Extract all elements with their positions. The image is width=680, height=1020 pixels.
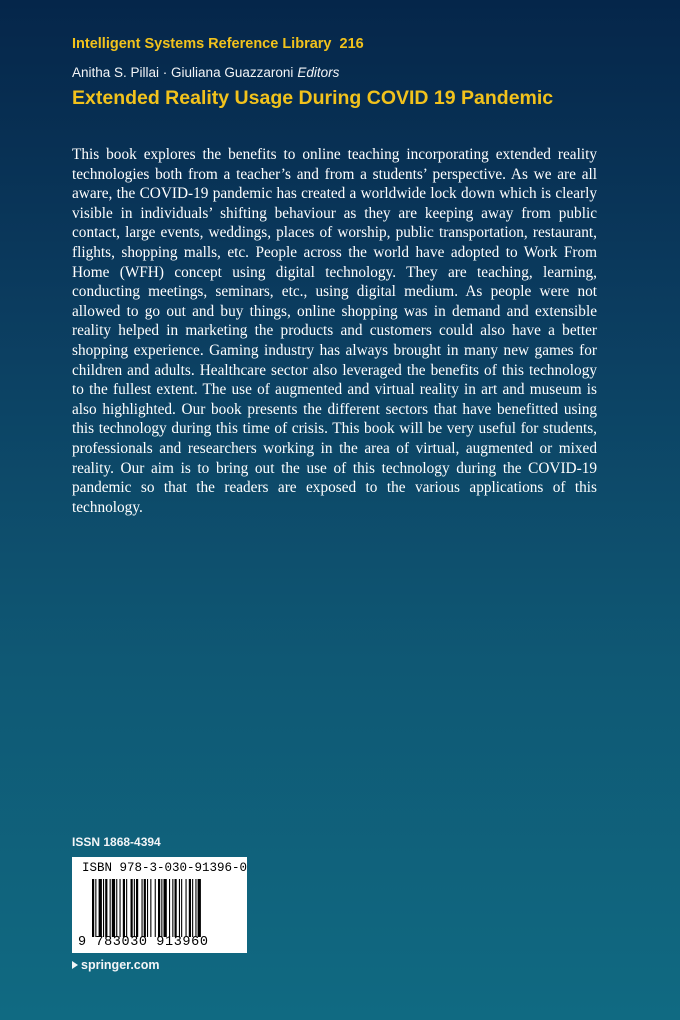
barcode (72, 857, 247, 953)
series-name: Intelligent Systems Reference Library (72, 36, 332, 52)
series-line (72, 36, 364, 52)
editors-role: Editors (297, 65, 340, 80)
editors-line (72, 65, 339, 80)
series-volume: 216 (339, 36, 364, 52)
editor-names: Anitha S. Pillai · Giuliana Guazzaroni (72, 65, 294, 80)
publisher-website: springer.com (81, 958, 160, 972)
isbn-label: ISBN 978-3-030-91396-0 (82, 861, 248, 875)
publisher-link[interactable] (72, 958, 160, 972)
book-title: Extended Reality Usage During COVID 19 Pandemic (72, 87, 554, 109)
issn-number: ISSN 1868-4394 (72, 835, 161, 849)
book-description: This book explores the benefits to online teaching incorporating extended reality technologies both from a teacher’s and from a students’ perspective. As we are all aware, the COVID-19 pandemic has created a worldwide lock down which is clearly visible in individuals’ shifting behaviour as they are keeping away from public contact, large events, weddings, places of worship, public transportation, restaurant, flights, shopping malls, etc. People across the world have adopted to Work From Home (WFH) concept using digital technology. They are teaching, learning, conducting meetings, seminars, etc., using digital medium. As people were not allowed to go out and buy things, online shopping was in demand and extensible reality helped in marketing the products and customers could also have a better shopping experience. Gaming industry has always brought in many new games for children and adults. Healthcare sector also leveraged the benefits of this technology to the fullest extent. The use of augmented and virtual reality in art and museum is also highlighted. Our book presents the different sectors that have benefitted using this technology during this time of crisis. This book will be very useful for students, professionals and researchers working in the area of virtual, augmented or mixed reality. Our aim is to bring out the use of this technology during the COVID-19 pandemic so that the readers are exposed to the various applications of this technology. (72, 146, 597, 516)
arrow-right-icon (72, 961, 78, 969)
barcode-digits: 9 783030 913960 (78, 935, 209, 950)
